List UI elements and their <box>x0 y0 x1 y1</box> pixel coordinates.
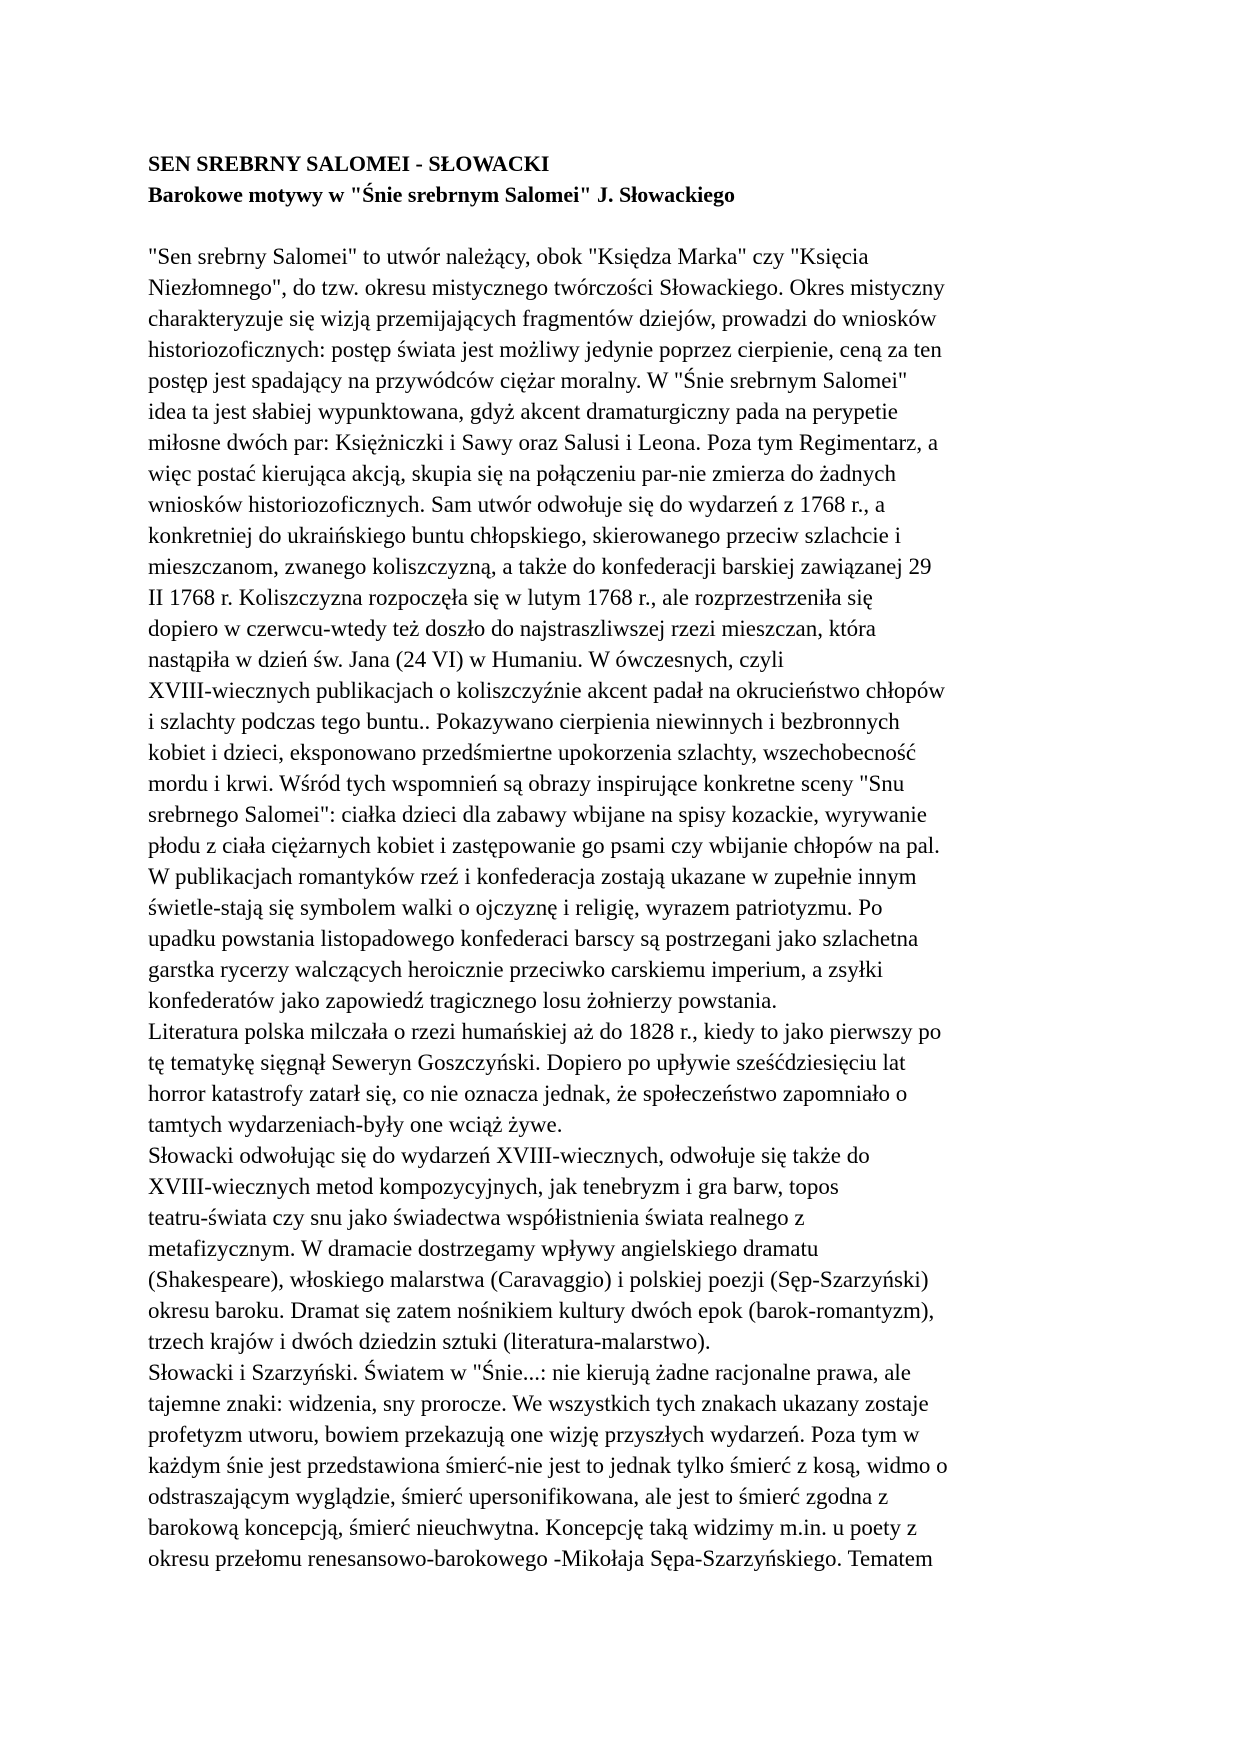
body-line: trzech krajów i dwóch dziedzin sztuki (literatura-malarstwo). <box>148 1329 711 1354</box>
body-line: postęp jest spadający na przywódców ciężar moralny. W "Śnie srebrnym Salomei" <box>148 368 908 393</box>
body-line: miłosne dwóch par: Księżniczki i Sawy oraz Salusi i Leona. Poza tym Regimentarz, a <box>148 430 939 455</box>
body-line: mieszczanom, zwanego koliszczyzną, a także do konfederacji barskiej zawiązanej 29 <box>148 554 932 579</box>
body-line: konfederatów jako zapowiedź tragicznego losu żołnierzy powstania. <box>148 988 778 1013</box>
body-line: metafizycznym. W dramacie dostrzegamy wpływy angielskiego dramatu <box>148 1236 819 1261</box>
body-line: "Sen srebrny Salomei" to utwór należący, obok "Księdza Marka" czy "Księcia <box>148 244 869 269</box>
body-line: barokową koncepcją, śmierć nieuchwytna. Koncepcję taką widzimy m.in. u poety z <box>148 1515 917 1540</box>
document-title: SEN SREBRNY SALOMEI - SŁOWACKI <box>148 151 550 176</box>
body-line: Słowacki i Szarzyński. Światem w "Śnie...: nie kierują żadne racjonalne prawa, ale <box>148 1360 912 1385</box>
body-line: płodu z ciała ciężarnych kobiet i zastępowanie go psami czy wbijanie chłopów na pal. <box>148 833 940 858</box>
document-body <box>148 241 1088 1574</box>
body-line: teatru-świata czy snu jako świadectwa współistnienia świata realnego z <box>148 1205 805 1230</box>
body-line: II 1768 r. Koliszczyzna rozpoczęła się w lutym 1768 r., ale rozprzestrzeniła się <box>148 585 873 610</box>
body-line: okresu przełomu renesansowo-barokowego -Mikołaja Sępa-Szarzyńskiego. Tematem <box>148 1546 933 1571</box>
body-line: świetle-stają się symbolem walki o ojczyznę i religię, wyrazem patriotyzmu. Po <box>148 895 883 920</box>
body-line: tamtych wydarzeniach-były one wciąż żywe. <box>148 1112 563 1137</box>
body-line: historiozoficznych: postęp świata jest możliwy jedynie poprzez cierpienie, ceną za ten <box>148 337 942 362</box>
body-line: W publikacjach romantyków rzeź i konfederacja zostają ukazane w zupełnie innym <box>148 864 917 889</box>
body-line: nastąpiła w dzień św. Jana (24 VI) w Humaniu. W ówczesnych, czyli <box>148 647 784 672</box>
body-line: upadku powstania listopadowego konfederaci barscy są postrzegani jako szlachetna <box>148 926 919 951</box>
body-line: Niezłomnego", do tzw. okresu mistycznego twórczości Słowackiego. Okres mistyczny <box>148 275 945 300</box>
body-line: XVIII-wiecznych publikacjach o koliszczyźnie akcent padał na okrucieństwo chłopów <box>148 678 946 703</box>
document-subtitle: Barokowe motywy w "Śnie srebrnym Salomei" J. Słowackiego <box>148 182 736 207</box>
body-line: garstka rycerzy walczących heroicznie przeciwko carskiemu imperium, a zsyłki <box>148 957 884 982</box>
body-line: każdym śnie jest przedstawiona śmierć-nie jest to jednak tylko śmierć z kosą, widmo o <box>148 1453 948 1478</box>
body-line: srebrnego Salomei": ciałka dzieci dla zabawy wbijane na spisy kozackie, wyrywanie <box>148 802 927 827</box>
body-line: tajemne znaki: widzenia, sny prorocze. We wszystkich tych znakach ukazany zostaje <box>148 1391 929 1416</box>
body-line: idea ta jest słabiej wypunktowana, gdyż akcent dramaturgiczny pada na perypetie <box>148 399 898 424</box>
body-line: Literatura polska milczała o rzezi humańskiej aż do 1828 r., kiedy to jako pierwszy po <box>148 1019 942 1044</box>
body-line: XVIII-wiecznych metod kompozycyjnych, jak tenebryzm i gra barw, topos <box>148 1174 839 1199</box>
body-line: wniosków historiozoficznych. Sam utwór odwołuje się do wydarzeń z 1768 r., a <box>148 492 886 517</box>
body-line: Słowacki odwołując się do wydarzeń XVIII-wiecznych, odwołuje się także do <box>148 1143 870 1168</box>
body-line: więc postać kierująca akcją, skupia się na połączeniu par-nie zmierza do żadnych <box>148 461 896 486</box>
body-line: konkretniej do ukraińskiego buntu chłopskiego, skierowanego przeciw szlachcie i <box>148 523 902 548</box>
body-line: charakteryzuje się wizją przemijających fragmentów dziejów, prowadzi do wniosków <box>148 306 937 331</box>
body-line: okresu baroku. Dramat się zatem nośnikiem kultury dwóch epok (barok-romantyzm), <box>148 1298 935 1323</box>
body-line: kobiet i dzieci, eksponowano przedśmiertne upokorzenia szlachty, wszechobecność <box>148 740 917 765</box>
body-line: i szlachty podczas tego buntu.. Pokazywano cierpienia niewinnych i bezbronnych <box>148 709 900 734</box>
body-line: horror katastrofy zatarł się, co nie oznacza jednak, że społeczeństwo zapomniało o <box>148 1081 908 1106</box>
body-line: (Shakespeare), włoskiego malarstwa (Caravaggio) i polskiej poezji (Sęp-Szarzyński) <box>148 1267 929 1292</box>
body-line: profetyzm utworu, bowiem przekazują one wizję przyszłych wydarzeń. Poza tym w <box>148 1422 920 1447</box>
document-page <box>148 148 1088 1574</box>
body-line: mordu i krwi. Wśród tych wspomnień są obrazy inspirujące konkretne sceny "Snu <box>148 771 905 796</box>
body-line: tę tematykę sięgnął Seweryn Goszczyński. Dopiero po upływie sześćdziesięciu lat <box>148 1050 906 1075</box>
body-line: odstraszającym wyglądzie, śmierć upersonifikowana, ale jest to śmierć zgodna z <box>148 1484 889 1509</box>
body-line: dopiero w czerwcu-wtedy też doszło do najstraszliwszej rzezi mieszczan, która <box>148 616 877 641</box>
